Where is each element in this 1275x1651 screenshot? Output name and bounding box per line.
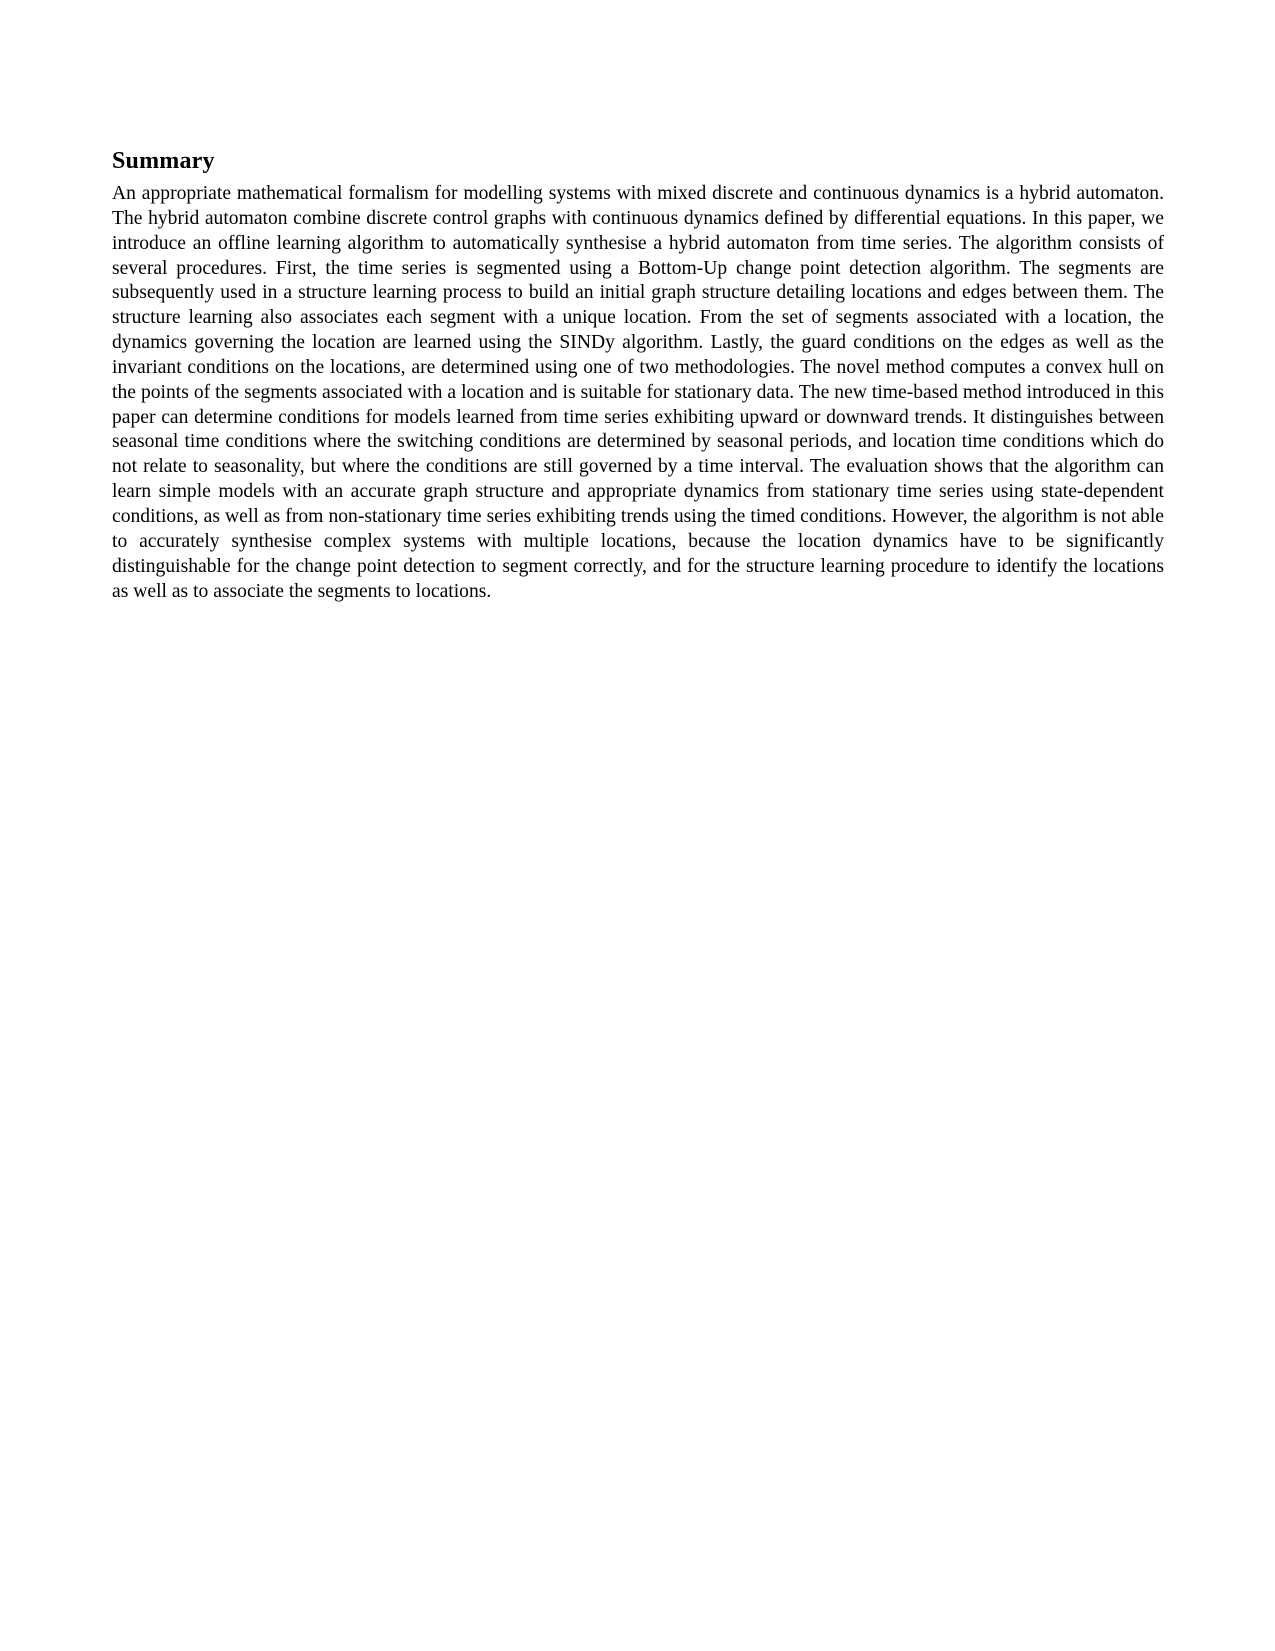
summary-paragraph: An appropriate mathematical formalism for modelling systems with mixed discrete and continuous dynamics is a hybrid automaton. The hybrid automaton combine discrete control graphs with continuous dynamics defined by differential equations. In this paper, we introduce an offline learning algorithm to automatically synthesise a hybrid automaton from time series. The algorithm consists of several procedures. First, the time series is segmented using a Bottom-Up change point detection algorithm. The segments are subsequently used in a structure learning process to build an initial graph structure detailing locations and edges between them. The structure learning also associates each segment with a unique location. From the set of segments associated with a location, the dynamics governing the location are learned using the SINDy algorithm. Lastly, the guard conditions on the edges as well as the invariant conditions on the locations, are determined using one of two methodologies. The novel method computes a convex hull on the points of the segments associated with a location and is suitable for stationary data. The new time-based method introduced in this paper can determine conditions for models learned from time series exhibiting upward or downward trends. It distinguishes between seasonal time conditions where the switching conditions are determined by seasonal periods, and location time conditions which do not relate to seasonality, but where the conditions are still governed by a time interval. The evaluation shows that the algorithm can learn simple models with an accurate graph structure and appropriate dynamics from stationary time series using state-dependent conditions, as well as from non-stationary time series exhibiting trends using the timed conditions. However, the algorithm is not able to accurately synthesise complex systems with multiple locations, because the location dynamics have to be significantly distinguishable for the change point detection to segment correctly, and for the structure learning procedure to identify the locations as well as to associate the segments to locations. — [112, 183, 1164, 602]
summary-section — [112, 146, 1164, 604]
summary-heading: Summary — [112, 148, 215, 174]
